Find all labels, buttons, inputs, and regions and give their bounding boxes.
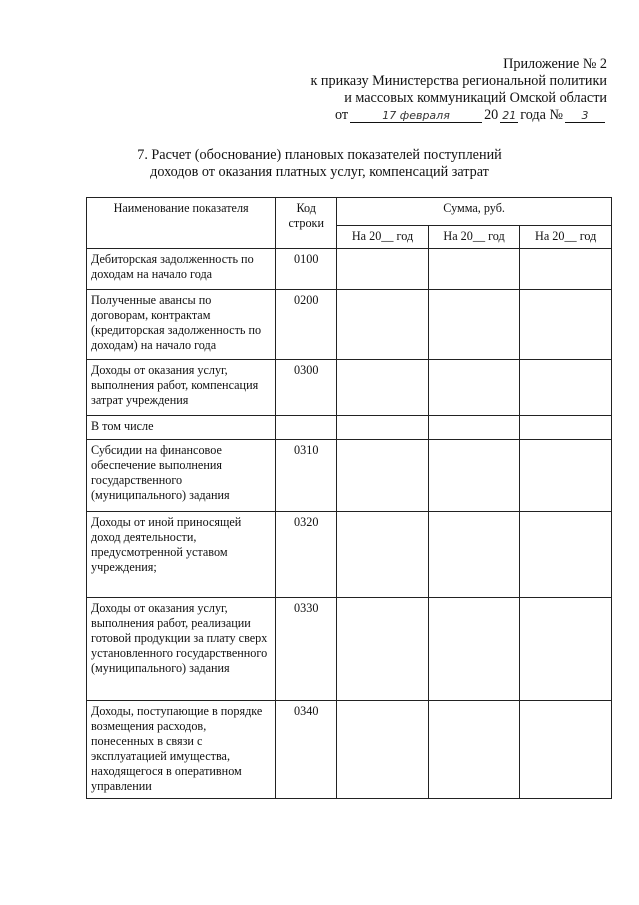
table-row xyxy=(87,512,612,598)
row-value-1 xyxy=(337,416,429,440)
row-name: Доходы от оказания услуг, выполнения работ, реализации готовой продукции за плату сверх установленного государственного (муниципального) задания xyxy=(87,598,276,701)
table-row xyxy=(87,440,612,512)
col-name-header: Наименование показателя xyxy=(87,198,276,249)
row-name: В том числе xyxy=(87,416,276,440)
row-value-2 xyxy=(428,598,520,701)
title-line-2: доходов от оказания платных услуг, компенсаций затрат xyxy=(150,164,489,180)
row-value-3 xyxy=(520,598,612,701)
row-name: Дебиторская задолженность по доходам на начало года xyxy=(87,249,276,290)
row-value-2 xyxy=(428,249,520,290)
row-value-1 xyxy=(337,440,429,512)
row-value-2 xyxy=(428,701,520,799)
row-value-3 xyxy=(520,440,612,512)
col-sum-header: Сумма, руб. xyxy=(337,198,612,226)
row-code: 0340 xyxy=(276,701,337,799)
date-handwritten: 17 февраля xyxy=(350,110,482,123)
row-value-3 xyxy=(520,416,612,440)
row-value-3 xyxy=(520,360,612,416)
row-code: 0320 xyxy=(276,512,337,598)
row-code xyxy=(276,416,337,440)
table-row xyxy=(87,290,612,360)
row-value-1 xyxy=(337,290,429,360)
table-row xyxy=(87,416,612,440)
number-handwritten: 3 xyxy=(565,110,605,123)
col-code-label-1: Код xyxy=(296,201,316,215)
row-code: 0300 xyxy=(276,360,337,416)
row-value-1 xyxy=(337,701,429,799)
order-line-2: и массовых коммуникаций Омской области xyxy=(344,90,607,106)
row-value-1 xyxy=(337,598,429,701)
row-value-3 xyxy=(520,290,612,360)
table-row xyxy=(87,701,612,799)
row-name: Доходы, поступающие в порядке возмещения расходов, понесенных в связи с эксплуатацией имущества, находящегося в оперативном управлении xyxy=(87,701,276,799)
year-handwritten: 21 xyxy=(502,109,517,122)
row-code: 0330 xyxy=(276,598,337,701)
year-col-2: На 20__ год xyxy=(428,226,520,249)
revenue-table xyxy=(86,197,612,799)
year-suffix: года № xyxy=(520,107,563,123)
row-value-2 xyxy=(428,440,520,512)
col-code-label-2: строки xyxy=(288,216,324,230)
row-value-1 xyxy=(337,512,429,598)
row-code: 0310 xyxy=(276,440,337,512)
appendix-number: Приложение № 2 xyxy=(503,56,607,72)
col-code-header xyxy=(276,198,337,249)
title-line-1: 7. Расчет (обоснование) плановых показателей поступлений xyxy=(137,147,502,163)
row-value-3 xyxy=(520,249,612,290)
appendix-header xyxy=(310,56,607,124)
row-value-3 xyxy=(520,512,612,598)
table-row xyxy=(87,598,612,701)
order-line-1: к приказу Министерства региональной политики xyxy=(310,73,607,89)
row-value-2 xyxy=(428,290,520,360)
table-header-row xyxy=(87,198,612,226)
table-row xyxy=(87,360,612,416)
row-value-2 xyxy=(428,416,520,440)
row-value-2 xyxy=(428,512,520,598)
row-name: Доходы от оказания услуг, выполнения работ, компенсация затрат учреждения xyxy=(87,360,276,416)
row-name: Субсидии на финансовое обеспечение выполнения государственного (муниципального) задания xyxy=(87,440,276,512)
year-prefix: 20 xyxy=(484,107,499,123)
order-date-line xyxy=(335,107,607,124)
row-value-1 xyxy=(337,360,429,416)
row-value-3 xyxy=(520,701,612,799)
from-prefix: от xyxy=(334,107,349,123)
row-code: 0100 xyxy=(276,249,337,290)
table-row xyxy=(87,249,612,290)
row-name: Полученные авансы по договорам, контрактам (кредиторская задолженность по доходам) на начало года xyxy=(87,290,276,360)
row-value-1 xyxy=(337,249,429,290)
section-title xyxy=(0,147,639,181)
row-code: 0200 xyxy=(276,290,337,360)
year-col-3: На 20__ год xyxy=(520,226,612,249)
row-name: Доходы от иной приносящей доход деятельности, предусмотренной уставом учреждения; xyxy=(87,512,276,598)
row-value-2 xyxy=(428,360,520,416)
year-col-1: На 20__ год xyxy=(337,226,429,249)
